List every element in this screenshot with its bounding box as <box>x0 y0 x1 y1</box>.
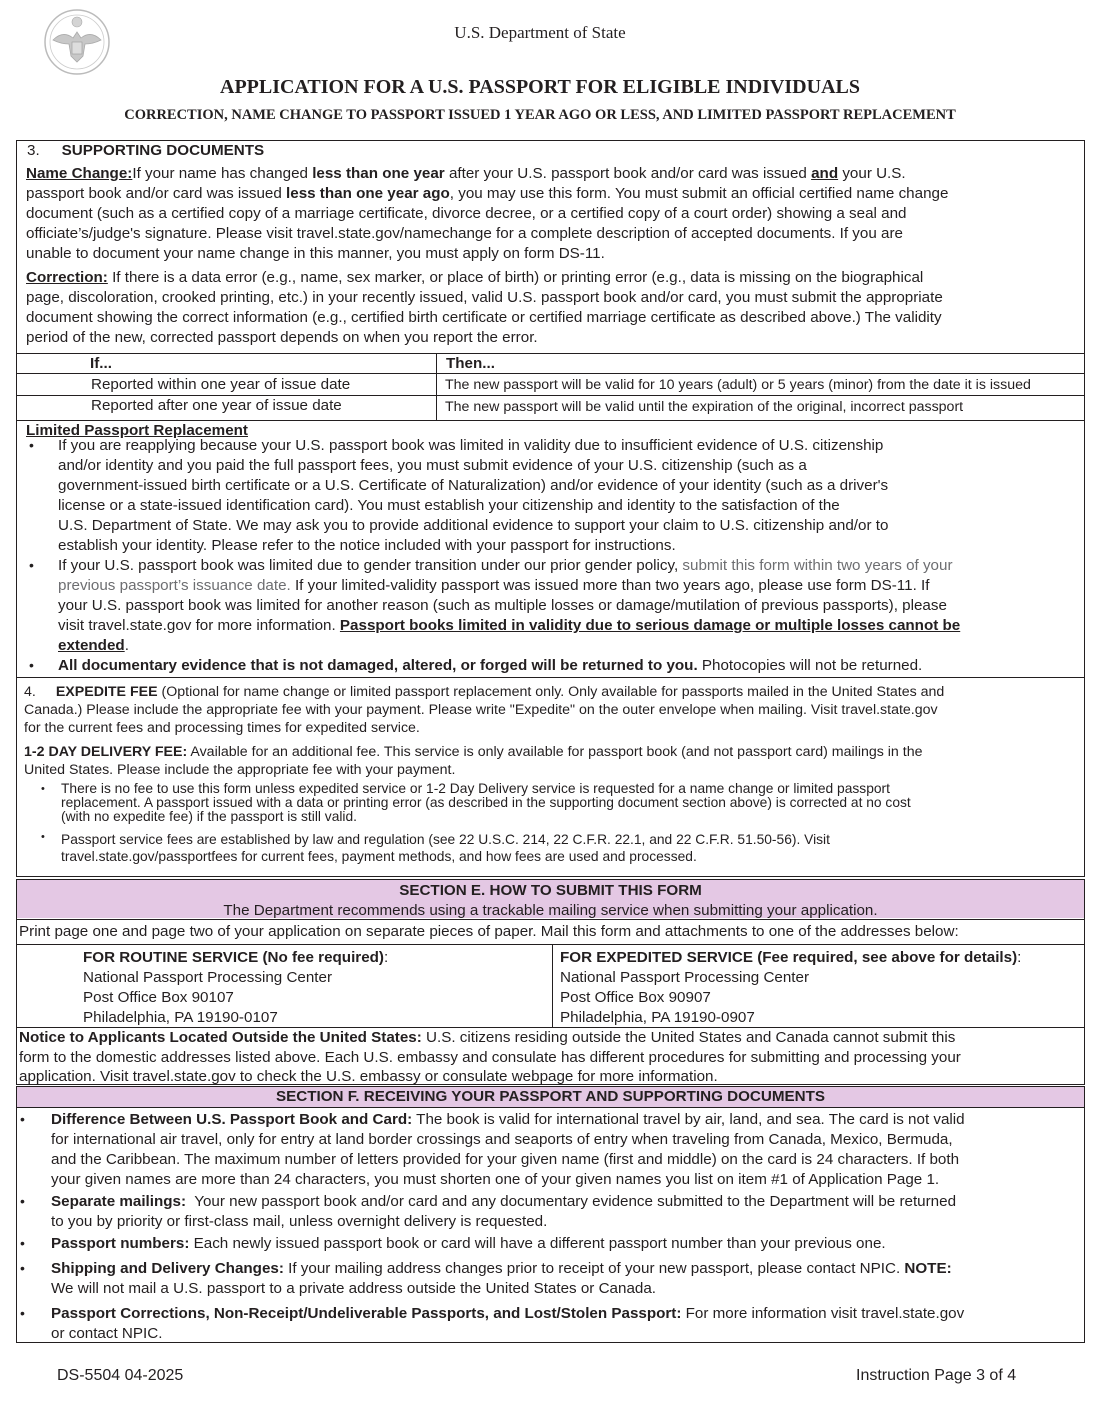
book-card-difference-item: Difference Between U.S. Passport Book and Card: The book is valid for international travel by air, land, and sea. The card is not valid for international air travel, only for entry at land border crossings and seaports of entry when traveling from Canada, Mexico, Bermuda, and the Caribbean. The maximum number of letters provided for your given name (first and middle) on the card is 24 characters. If both your given names are more than 24 characters, you must shorten one of your given names you list on item #1 of Application Page 1. <box>51 1111 965 1188</box>
table-row: The new passport will be valid until the expiration of the original, incorrect passport <box>445 399 964 415</box>
table-row: Reported after one year of issue date <box>91 397 342 414</box>
table-row: The new passport will be valid for 10 years (adult) or 5 years (minor) from the date it is issued <box>445 377 1031 393</box>
form-title: APPLICATION FOR A U.S. PASSPORT FOR ELIGIBLE INDIVIDUALS <box>220 76 860 98</box>
bullet-icon: • <box>20 1193 25 1209</box>
bullet-icon: • <box>20 1235 25 1251</box>
agency-name: U.S. Department of State <box>454 23 626 42</box>
shipping-changes-item: Shipping and Delivery Changes: If your mailing address changes prior to receipt of your new passport, please contact NPIC. NOTE: We will not mail a U.S. passport to a private address outside the United States or Canada. <box>51 1260 952 1297</box>
bullet-icon: • <box>20 1260 25 1276</box>
bullet-icon: • <box>29 657 34 673</box>
limited-bullet-1: If you are reapplying because your U.S. passport book was limited in validity due to insufficient evidence of U.S. citizenship and/or identity and you paid the full passport fees, you must submit evidence of your U.S. citizenship (such as a government-issued birth certificate or a U.S. Certificate of Naturalization) and/or evidence of your identity (such as a driver's license or a state-issued identification card). You must establish your citizenship and identity to the satisfaction of the U.S. Department of State. We may ask you to provide additional evidence to support your claim to U.S. citizenship and/or to establish your identity. Please refer to the notice included with your passport for instructions. <box>58 437 889 554</box>
bullet-icon: • <box>29 557 34 573</box>
limited-bullet-3: All documentary evidence that is not damaged, altered, or forged will be returned to you. Photocopies will not be returned. <box>58 657 923 674</box>
section-e-heading: SECTION E. HOW TO SUBMIT THIS FORM <box>399 882 702 899</box>
section-e-subheading: The Department recommends using a trackable mailing service when submitting your application. <box>223 902 878 919</box>
bullet-icon: • <box>29 437 34 453</box>
section-f-heading: SECTION F. RECEIVING YOUR PASSPORT AND SUPPORTING DOCUMENTS <box>275 1088 826 1105</box>
separate-mailings-item: Separate mailings: Your new passport book and/or card and any documentary evidence submitted to the Department will be returned to you by priority or first-class mail, unless overnight delivery is requested. <box>51 1193 957 1230</box>
limited-bullet-2: If your U.S. passport book was limited due to gender transition under our prior gender policy, submit this form within two years of your previous passport’s issuance date. If your limited-validity passport was issued more than two years ago, please use form DS-11. If your U.S. passport book was limited for another reason (such as multiple losses or damage/mutilation of previous passports), please visit travel.state.gov for more information. Passport books limited in validity due to serious damage or multiple losses cannot be extended. <box>58 557 961 654</box>
name-change-paragraph: Name Change:If your name has changed less than one year after your U.S. passport book and/or card was issued and your U.S. passport book and/or card was issued less than one year ago, you may use this form. You must submit an official certified name change document (such as a certified copy of a marriage certificate, divorce decree, or a certified copy of a court order) showing a seal and officiate’s/judge's signature. Please visit travel.state.gov/namechange for a complete description of accepted documents. If you are unable to document your name change in this manner, you must apply on form DS-11. <box>26 165 949 262</box>
corrections-lost-stolen-item: Passport Corrections, Non-Receipt/Undeliverable Passports, and Lost/Stolen Passport: For more information visit travel.state.gov or contact NPIC. <box>51 1305 965 1342</box>
outside-us-notice: Notice to Applicants Located Outside the United States: U.S. citizens residing outside the United States and Canada cannot submit this form to the domestic addresses listed above. Each U.S. embassy and consulate has different procedures for submitting and processing your application. Visit travel.state.gov to check the U.S. embassy or consulate webpage for more information. <box>19 1029 961 1085</box>
page-number: Instruction Page 3 of 4 <box>856 1367 1017 1384</box>
section-4-paragraph: 4. EXPEDITE FEE (Optional for name change or limited passport replacement only. Only available for passports mailed in the United States and Canada.) Please include the appropriate fee with your payment. Please write "Expedite" on the outer envelope when mailing. Visit travel.state.gov for the current fees and processing times for expedited service. <box>24 684 945 736</box>
form-subtitle: CORRECTION, NAME CHANGE TO PASSPORT ISSUED 1 YEAR AGO OR LESS, AND LIMITED PASSPORT REPLACEMENT <box>124 107 956 123</box>
table-row: Reported within one year of issue date <box>91 376 351 393</box>
table-header-if: If... <box>90 355 112 372</box>
bullet-icon: • <box>20 1305 25 1321</box>
table-header-then: Then... <box>446 355 495 372</box>
expedited-service-address: FOR EXPEDITED SERVICE (Fee required, see above for details): National Passport Processing Center Post Office Box 90907 Philadelphia, PA 19190-0907 <box>560 949 1022 1026</box>
section-3-heading: 3. SUPPORTING DOCUMENTS <box>27 142 265 159</box>
fee-bullet-2: Passport service fees are established by law and regulation (see 22 U.S.C. 214, 22 C.F.R. 22.1, and 22 C.F.R. 51.50-56). Visit travel.state.gov/passportfees for current fees, payment methods, and how fees are used and processed. <box>61 832 830 864</box>
print-instructions: Print page one and page two of your application on separate pieces of paper. Mail this form and attachments to one of the addresses below: <box>19 923 959 940</box>
correction-paragraph: Correction: If there is a data error (e.g., name, sex marker, or place of birth) or printing error (e.g., data is missing on the biographical page, discoloration, crooked printing, etc.) in your recently issued, valid U.S. passport book and/or card, you must submit the appropriate document showing the correct information (e.g., certified birth certificate or certified marriage certificate as described above.) The validity period of the new, corrected passport depends on when you report the error. <box>26 269 943 346</box>
bullet-icon: • <box>41 783 45 795</box>
form-id: DS-5504 04-2025 <box>57 1367 184 1384</box>
delivery-fee-paragraph: 1-2 DAY DELIVERY FEE: Available for an additional fee. This service is only available for passport book (and not passport card) mailings in the United States. Please include the appropriate fee with your payment. <box>24 744 923 778</box>
routine-service-address: FOR ROUTINE SERVICE (No fee required): National Passport Processing Center Post Office Box 90107 Philadelphia, PA 19190-0107 <box>83 949 389 1026</box>
bullet-icon: • <box>41 831 45 843</box>
limited-replacement-heading: Limited Passport Replacement <box>26 422 248 439</box>
fee-bullet-1: There is no fee to use this form unless expedited service or 1-2 Day Delivery service is requested for a name change or limited passport replacement. A passport issued with a data or printing error (as described in the supporting document section above) is corrected at no cost (with no expedite fee) if the passport is still valid. <box>61 781 911 824</box>
passport-numbers-item: Passport numbers: Each newly issued passport book or card will have a different passport number than your previous one. <box>51 1235 886 1252</box>
bullet-icon: • <box>20 1111 25 1127</box>
